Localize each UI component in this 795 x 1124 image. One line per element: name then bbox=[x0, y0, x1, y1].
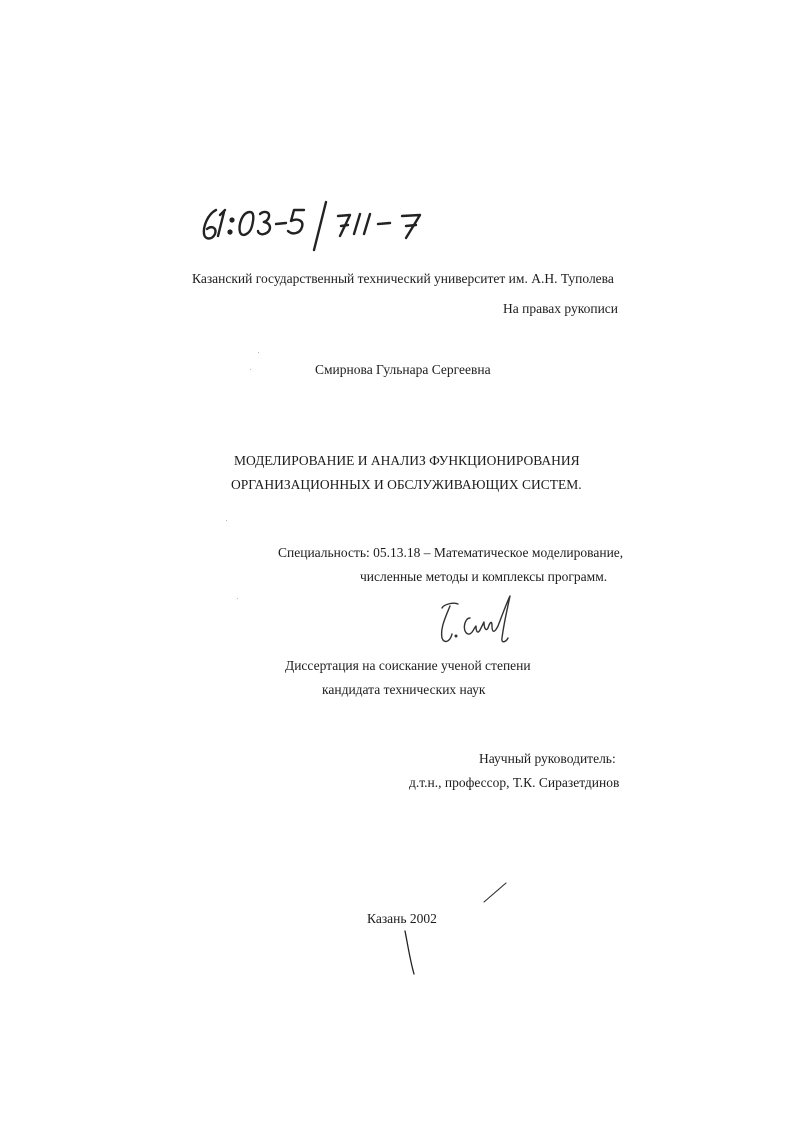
scan-speck bbox=[226, 520, 227, 521]
scan-speck bbox=[258, 352, 259, 353]
scan-artifact-stroke-lower bbox=[400, 928, 422, 978]
dissertation-purpose-line-2: кандидата технических наук bbox=[322, 682, 486, 697]
author-name: Смирнова Гульнара Сергеевна bbox=[315, 362, 491, 377]
scan-artifact-stroke-upper bbox=[480, 880, 510, 906]
author-signature bbox=[436, 592, 516, 646]
city-and-year: Казань 2002 bbox=[367, 911, 437, 926]
university-name: Казанский государственный технический университет им. А.Н. Туполева bbox=[192, 271, 614, 286]
scan-speck bbox=[250, 369, 251, 370]
supervisor-label: Научный руководитель: bbox=[479, 751, 616, 766]
specialty-line-1: Специальность: 05.13.18 – Математическое моделирование, bbox=[278, 545, 624, 560]
thesis-title-line-2: ОРГАНИЗАЦИОННЫХ И ОБСЛУЖИВАЮЩИХ СИСТЕМ. bbox=[231, 477, 582, 492]
specialty-line-2: численные методы и комплексы программ. bbox=[360, 569, 608, 584]
supervisor-name: д.т.н., профессор, Т.К. Сиразетдинов bbox=[409, 775, 620, 790]
dissertation-purpose-line-1: Диссертация на соискание ученой степени bbox=[285, 658, 531, 673]
manuscript-rights-note: На правах рукописи bbox=[503, 301, 619, 316]
thesis-title-line-1: МОДЕЛИРОВАНИЕ И АНАЛИЗ ФУНКЦИОНИРОВАНИЯ bbox=[234, 453, 580, 468]
handwritten-inventory-number bbox=[198, 196, 458, 254]
scan-speck bbox=[237, 598, 238, 599]
